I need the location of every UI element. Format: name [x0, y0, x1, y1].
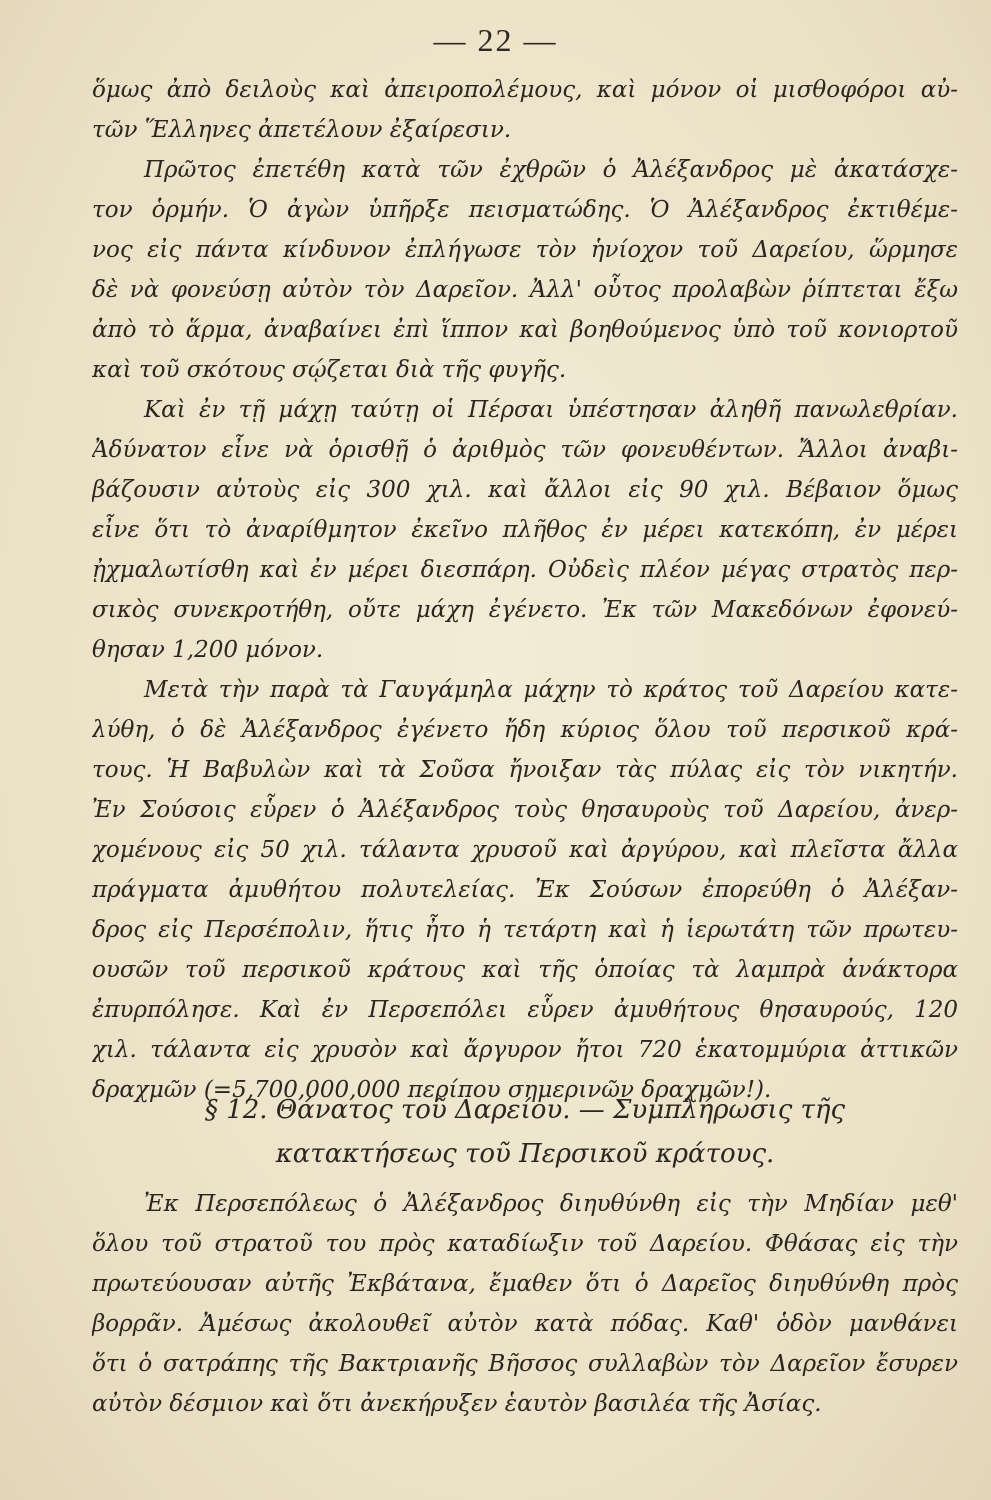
text-line: Ἐκ Περσεπόλεως ὁ Ἀλέξανδρος διηυθύνθη εἰς τὴν Μηδίαν μεθ' [144, 1191, 958, 1217]
text-line: βορρᾶν. Ἀμέσως ἀκολουθεῖ αὐτὸν κατὰ πόδας. Καθ' ὁδὸν μανθάνει [92, 1311, 958, 1337]
text-line: Καὶ ἐν τῇ μάχῃ ταύτῃ οἱ Πέρσαι ὑπέστησαν ἀληθῆ πανωλεθρίαν. [144, 397, 958, 423]
text-line: πράγματα ἀμυθήτου πολυτελείας. Ἐκ Σούσων ἐπορεύθη ὁ Ἀλέξαν- [92, 877, 958, 903]
text-line: ὅλου τοῦ στρατοῦ του πρὸς καταδίωξιν τοῦ Δαρείου. Φθάσας εἰς τὴν [92, 1231, 958, 1257]
text-line: ουσῶν τοῦ περσικοῦ κράτους καὶ τῆς ὁποίας τὰ λαμπρὰ ἀνάκτορα [92, 957, 958, 983]
text-line: Ἀδύνατον εἶνε νὰ ὁρισθῇ ὁ ἀριθμὸς τῶν φονευθέντων. Ἄλλοι ἀναβι- [92, 437, 958, 463]
page-number: — 22 — [433, 22, 558, 58]
text-line: δρος εἰς Περσέπολιν, ἥτις ἦτο ἡ τετάρτη καὶ ἡ ἱερωτάτη τῶν πρωτευ- [92, 917, 958, 943]
heading-line: § 12. Θάνατος τοῦ Δαρείου. — Συμπλήρωσις τῆς [204, 1095, 846, 1125]
text-line: δὲ νὰ φονεύσῃ αὐτὸν τὸν Δαρεῖον. Ἀλλ' οὗτος προλαβὼν ῥίπτεται ἔξω [92, 277, 958, 303]
text-line: Ἐν Σούσοις εὗρεν ὁ Ἀλέξανδρος τοὺς θησαυροὺς τοῦ Δαρείου, ἀνερ- [92, 797, 958, 823]
section-heading [92, 1088, 958, 1176]
text-line: ἐπυρπόλησε. Καὶ ἐν Περσεπόλει εὗρεν ἀμυθήτους θησαυρούς, 120 [92, 997, 958, 1023]
text-line: Μετὰ τὴν παρὰ τὰ Γαυγάμηλα μάχην τὸ κράτος τοῦ Δαρείου κατε- [144, 677, 958, 703]
text-line: σικὸς συνεκροτήθη, οὔτε μάχη ἐγένετο. Ἐκ τῶν Μακεδόνων ἐφονεύ- [92, 597, 958, 623]
text-line: τους. Ἡ Βαβυλὼν καὶ τὰ Σοῦσα ἤνοιξαν τὰς πύλας εἰς τὸν νικητήν. [92, 757, 958, 783]
section-body-text [92, 1184, 958, 1424]
text-line: αὐτὸν δέσμιον καὶ ὅτι ἀνεκήρυξεν ἑαυτὸν βασιλέα τῆς Ἀσίας. [92, 1391, 822, 1417]
heading-line: κατακτήσεως τοῦ Περσικοῦ κράτους. [275, 1139, 775, 1169]
text-line: λύθη, ὁ δὲ Ἀλέξανδρος ἐγένετο ἤδη κύριος ὅλου τοῦ περσικοῦ κρά- [92, 717, 958, 743]
text-line: βάζουσιν αὐτοὺς εἰς 300 χιλ. καὶ ἄλλοι εἰς 90 χιλ. Βέβαιον ὅμως [92, 477, 958, 503]
text-line: ἀπὸ τὸ ἅρμα, ἀναβαίνει ἐπὶ ἵππον καὶ βοηθούμενος ὑπὸ τοῦ κονιορτοῦ [92, 317, 958, 343]
body-text [92, 70, 958, 1110]
text-line: ὅμως ἀπὸ δειλοὺς καὶ ἀπειροπολέμους, καὶ μόνον οἱ μισθοφόροι αὐ- [92, 77, 958, 103]
text-line: δραχμῶν (=5,700,000,000 περίπου σημερινῶν δραχμῶν!). [92, 1077, 772, 1103]
text-line: χιλ. τάλαντα εἰς χρυσὸν καὶ ἄργυρον ἤτοι 720 ἑκατομμύρια ἀττικῶν [92, 1037, 958, 1063]
text-line: τῶν Ἕλληνες ἀπετέλουν ἐξαίρεσιν. [92, 117, 512, 143]
text-line: χομένους εἰς 50 χιλ. τάλαντα χρυσοῦ καὶ ἀργύρου, καὶ πλεῖστα ἄλλα [92, 837, 958, 863]
text-line: ᾐχμαλωτίσθη καὶ ἐν μέρει διεσπάρη. Οὐδεὶς πλέον μέγας στρατὸς περ- [92, 557, 958, 583]
text-line: θησαν 1,200 μόνον. [92, 637, 324, 663]
text-line: Πρῶτος ἐπετέθη κατὰ τῶν ἐχθρῶν ὁ Ἀλέξανδρος μὲ ἀκατάσχε- [144, 157, 958, 183]
text-line: πρωτεύουσαν αὐτῆς Ἐκβάτανα, ἔμαθεν ὅτι ὁ Δαρεῖος διηυθύνθη πρὸς [92, 1271, 958, 1297]
text-line: εἶνε ὅτι τὸ ἀναρίθμητον ἐκεῖνο πλῆθος ἐν μέρει κατεκόπη, ἐν μέρει [92, 517, 958, 543]
text-line: τον ὁρμήν. Ὁ ἀγὼν ὑπῆρξε πεισματώδης. Ὁ Ἀλέξανδρος ἐκτιθέμε- [92, 197, 958, 223]
text-line: καὶ τοῦ σκότους σῴζεται διὰ τῆς φυγῆς. [92, 357, 567, 383]
text-line: ὅτι ὁ σατράπης τῆς Βακτριανῆς Βῆσσος συλλαβὼν τὸν Δαρεῖον ἔσυρεν [92, 1351, 958, 1377]
text-line: νος εἰς πάντα κίνδυνον ἐπλήγωσε τὸν ἡνίοχον τοῦ Δαρείου, ὥρμησε [92, 237, 958, 263]
